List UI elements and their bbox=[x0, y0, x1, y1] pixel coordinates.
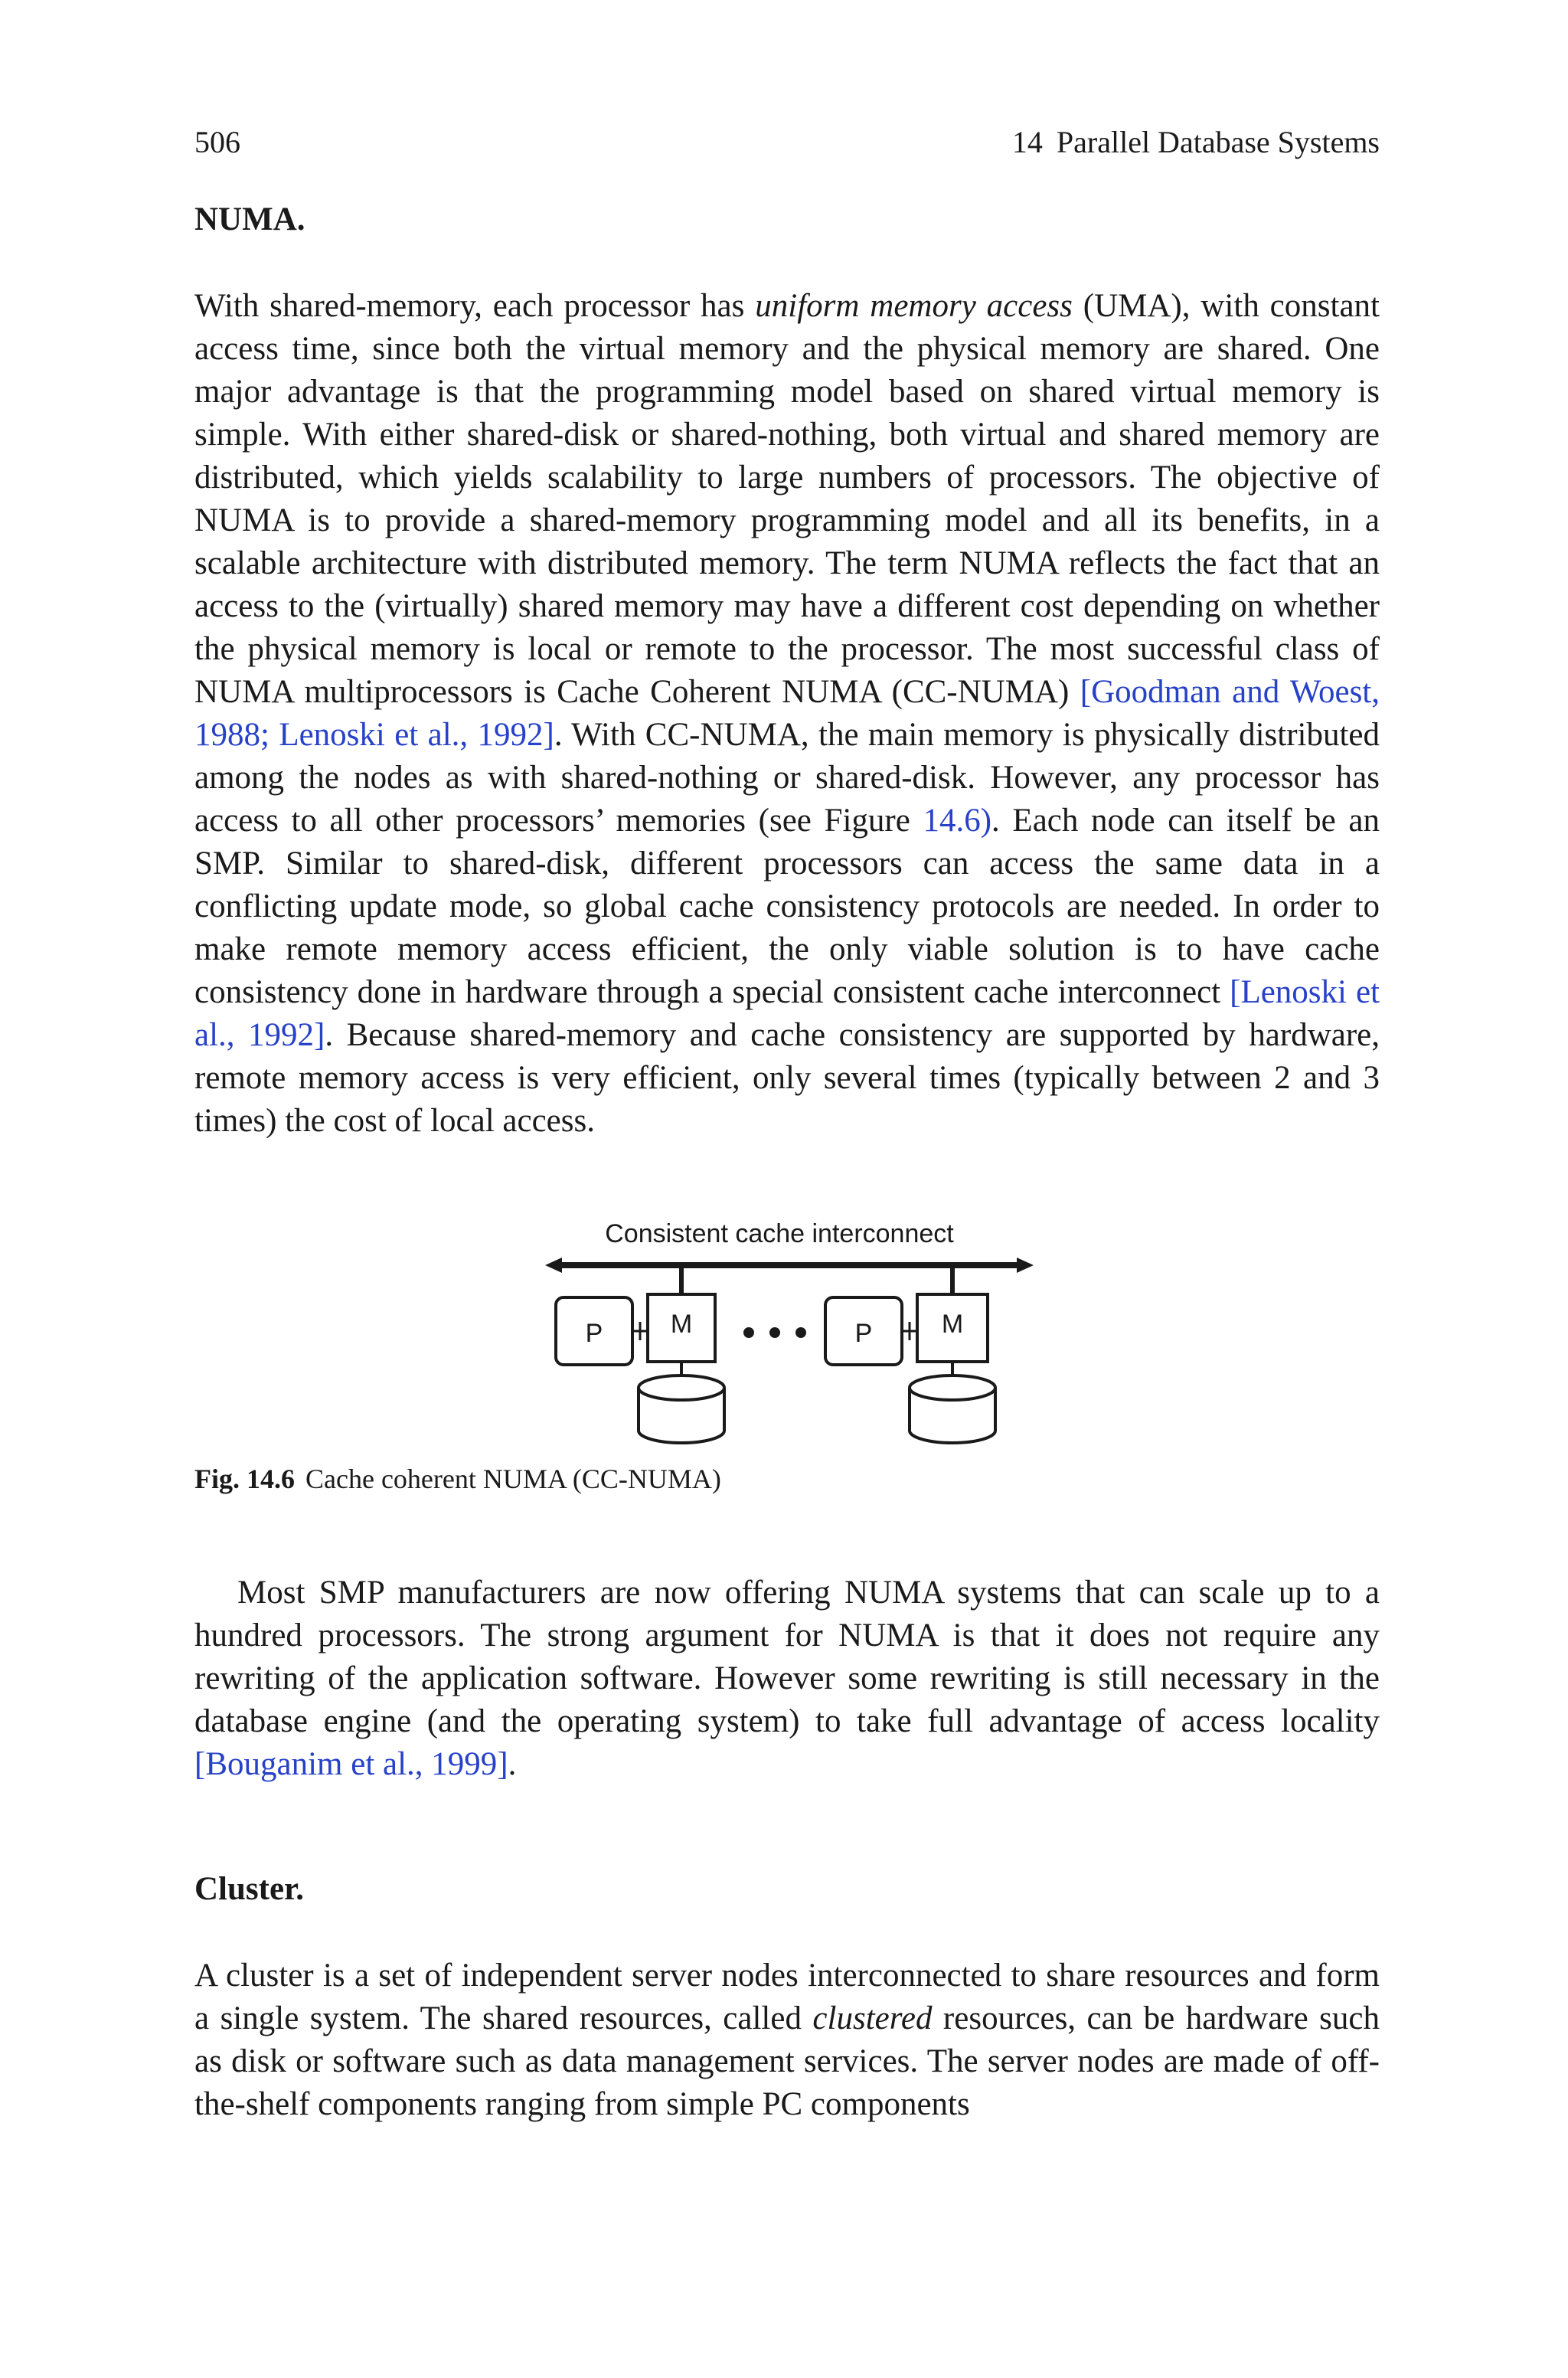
processor-label-2: P bbox=[854, 1319, 873, 1348]
figure-caption-text: Cache coherent NUMA (CC-NUMA) bbox=[305, 1464, 721, 1494]
text-run: . With CC-NUMA, the main memory is physically distributed among the nodes as with shared-nothing or shared-disk. However, any processor has access to all other processors’ memories (see Figure bbox=[194, 717, 1380, 839]
figure-caption bbox=[194, 1463, 721, 1495]
text-run: (UMA), with constant access time, since both the virtual memory and the physical memory are shared. One major advantage is that the programming model based on shared virtual memory is simple. With either shared-disk or shared-nothing, both virtual and shared memory are distributed, which yields scalability to large numbers of processors. The objective of NUMA is to provide a shared-memory programming model and all its benefits, in a scalable architecture with distributed memory. The term NUMA reflects the fact that an access to the (virtually) shared memory may have a different cost depending on whether the physical memory is local or remote to the processor. The most successful class of NUMA multiprocessors is Cache Coherent NUMA (CC-NUMA) bbox=[194, 288, 1380, 710]
chapter-number: 14 bbox=[1011, 125, 1043, 159]
interconnect-label: Consistent cache interconnect bbox=[605, 1219, 954, 1248]
text-run: With shared-memory, each processor has bbox=[194, 288, 756, 324]
citation-lenoski[interactable]: [Lenoski et al., 1992] bbox=[194, 974, 1380, 1053]
ellipsis-dot-2 bbox=[769, 1327, 780, 1338]
text-run: A cluster is a set of independent server nodes interconnected to share resources and form a single system. The shared resources, called bbox=[194, 1958, 1380, 2036]
chapter-title: Parallel Database Systems bbox=[1056, 125, 1380, 159]
numa-paragraph-2 bbox=[194, 1572, 1380, 1786]
figure-reference-link[interactable]: 14.6) bbox=[923, 803, 992, 839]
memory-label-2: M bbox=[941, 1310, 964, 1339]
disk-2-top bbox=[910, 1375, 995, 1400]
bus-arrow-left bbox=[545, 1258, 562, 1273]
numa-paragraph-1 bbox=[194, 285, 1380, 1143]
memory-label-1: M bbox=[670, 1310, 693, 1339]
ellipsis-dot-1 bbox=[743, 1327, 754, 1338]
text-run: . Because shared-memory and cache consistency are supported by hardware, remote memory access is very efficient, only several times (typically between 2 and 3 times) the cost of local access. bbox=[194, 1017, 1380, 1139]
figure-number: Fig. 14.6 bbox=[194, 1464, 295, 1494]
ellipsis-dot-3 bbox=[795, 1327, 806, 1338]
bus-arrow-right bbox=[1017, 1258, 1034, 1273]
text-run: Most SMP manufacturers are now offering NUMA systems that can scale up to a hundred processors. The strong argument for NUMA is that it does not require any rewriting of the application software. However some rewriting is still necessary in the database engine (and the operating system) to take full advantage of access locality bbox=[194, 1575, 1380, 1739]
page-number: 506 bbox=[194, 125, 240, 159]
running-header bbox=[194, 124, 1380, 162]
section-heading-numa: NUMA. bbox=[194, 201, 305, 237]
citation-goodman-lenoski[interactable]: [Goodman and Woest, 1988; Lenoski et al., 1992] bbox=[194, 674, 1380, 753]
cluster-paragraph-1 bbox=[194, 1954, 1380, 2126]
emphasis-uma: uniform memory access bbox=[755, 288, 1073, 324]
running-title bbox=[1012, 124, 1380, 160]
text-run: resources, can be hardware such as disk or software such as data management services. The server nodes are made of off-the-shelf components ranging from simple PC components bbox=[194, 2000, 1380, 2122]
text-run: . Each node can itself be an SMP. Similar to shared-disk, different processors can access the same data in a conflicting update mode, so global cache consistency protocols are needed. In order to make remote memory access efficient, the only viable solution is to have cache consistency done in hardware through a special consistent cache interconnect bbox=[194, 803, 1380, 1010]
cc-numa-diagram bbox=[536, 1204, 1041, 1457]
disk-1-top bbox=[639, 1375, 724, 1400]
section-heading-cluster: Cluster. bbox=[194, 1871, 304, 1907]
emphasis-clustered: clustered bbox=[812, 2000, 933, 2036]
processor-label-1: P bbox=[585, 1319, 603, 1348]
figure-cc-numa bbox=[536, 1204, 1041, 1457]
citation-bouganim[interactable]: [Bouganim et al., 1999] bbox=[194, 1746, 508, 1782]
text-run: . bbox=[508, 1746, 517, 1782]
